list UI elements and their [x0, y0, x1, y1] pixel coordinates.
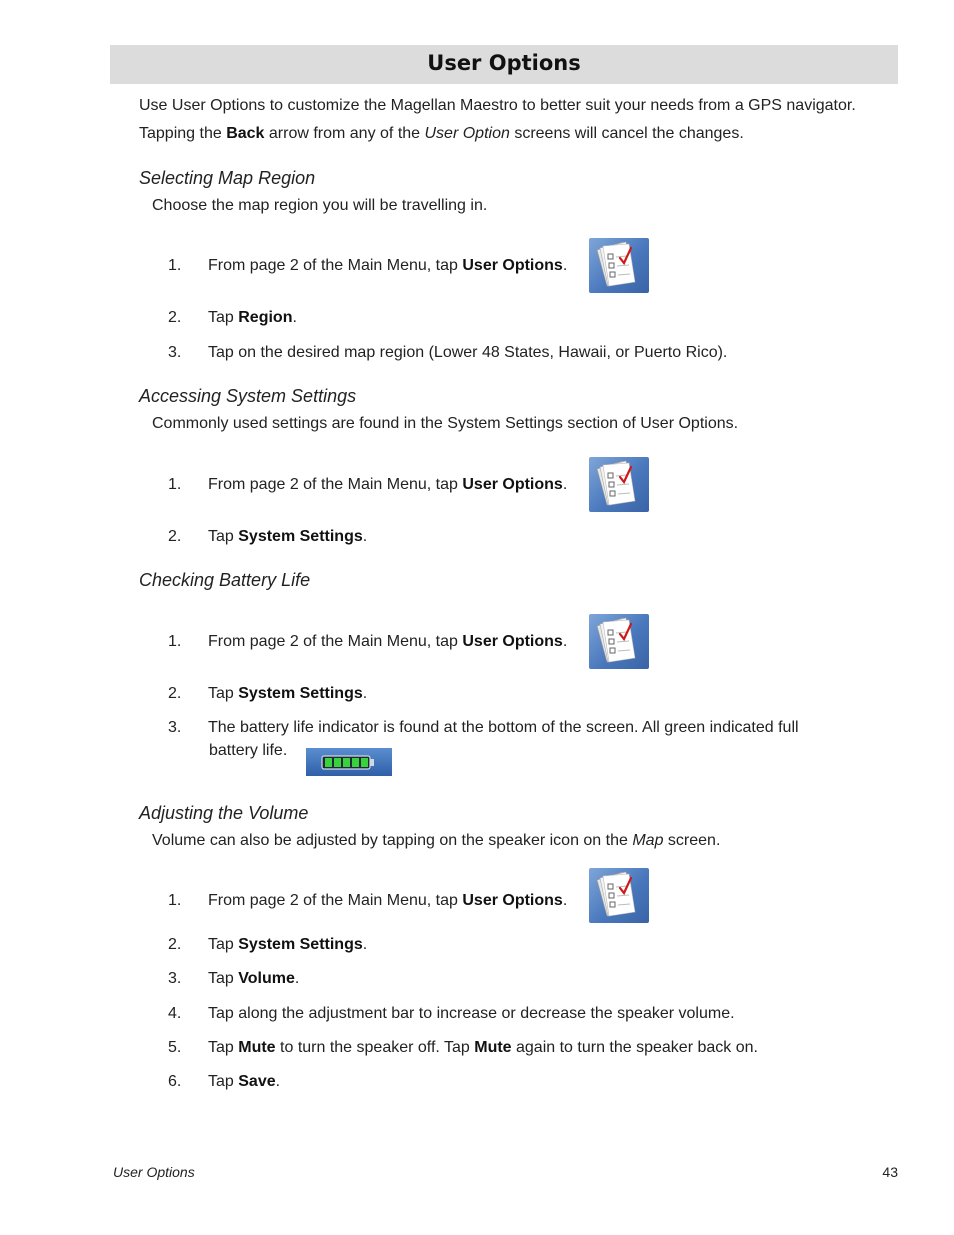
step-number: 4. — [168, 1005, 182, 1022]
battery-indicator-icon — [306, 748, 392, 776]
step-number: 3. — [168, 344, 182, 361]
step-number: 1. — [168, 892, 182, 909]
step-text: The battery life indicator is found at the bottom of the screen. All green indicated full — [208, 719, 799, 736]
desc-map-region: Choose the map region you will be travelling in. — [152, 197, 488, 214]
user-options-icon — [589, 614, 649, 669]
step-text: Tap along the adjustment bar to increase or decrease the speaker volume. — [208, 1005, 735, 1022]
step-number: 2. — [168, 685, 182, 702]
footer-section-name: User Options — [113, 1164, 195, 1180]
user-options-icon — [589, 868, 649, 923]
step-number: 1. — [168, 633, 182, 650]
heading-system-settings: Accessing System Settings — [139, 386, 357, 406]
intro-line-2: Tapping the Back arrow from any of the User Option screens will cancel the changes. — [139, 125, 744, 142]
step-number: 3. — [168, 719, 182, 736]
heading-map-region: Selecting Map Region — [139, 168, 316, 188]
desc-system-settings: Commonly used settings are found in the System Settings section of User Options. — [152, 415, 739, 432]
step-text: Tap Mute to turn the speaker off. Tap Mute again to turn the speaker back on. — [208, 1039, 758, 1056]
step-text: Tap System Settings. — [208, 528, 368, 545]
step-text: From page 2 of the Main Menu, tap User Options. — [208, 476, 568, 493]
step-number: 5. — [168, 1039, 182, 1056]
step-text: Tap Volume. — [208, 970, 300, 987]
heading-battery: Checking Battery Life — [139, 570, 311, 590]
step-text: Tap System Settings. — [208, 685, 368, 702]
step-text: From page 2 of the Main Menu, tap User Options. — [208, 257, 568, 274]
step-text-continued: battery life. — [209, 742, 288, 759]
footer-page-number: 43 — [882, 1164, 898, 1180]
step-text: Tap Region. — [208, 309, 297, 326]
step-text: From page 2 of the Main Menu, tap User Options. — [208, 892, 568, 909]
step-number: 2. — [168, 936, 182, 953]
step-number: 2. — [168, 309, 182, 326]
user-options-icon — [589, 457, 649, 512]
section-banner — [110, 45, 898, 84]
step-number: 1. — [168, 476, 182, 493]
user-options-icon — [589, 238, 649, 293]
step-number: 1. — [168, 257, 182, 274]
step-text: Tap System Settings. — [208, 936, 368, 953]
step-number: 6. — [168, 1073, 182, 1090]
step-text: Tap Save. — [208, 1073, 281, 1090]
step-text: Tap on the desired map region (Lower 48 States, Hawaii, or Puerto Rico). — [208, 344, 728, 361]
step-number: 3. — [168, 970, 182, 987]
step-number: 2. — [168, 528, 182, 545]
step-text: From page 2 of the Main Menu, tap User Options. — [208, 633, 568, 650]
heading-volume: Adjusting the Volume — [139, 803, 309, 823]
page-title: User Options — [427, 51, 581, 75]
desc-volume: Volume can also be adjusted by tapping on the speaker icon on the Map screen. — [152, 832, 721, 849]
intro-line-1: Use User Options to customize the Magellan Maestro to better suit your needs from a GPS navigator. — [139, 97, 856, 114]
